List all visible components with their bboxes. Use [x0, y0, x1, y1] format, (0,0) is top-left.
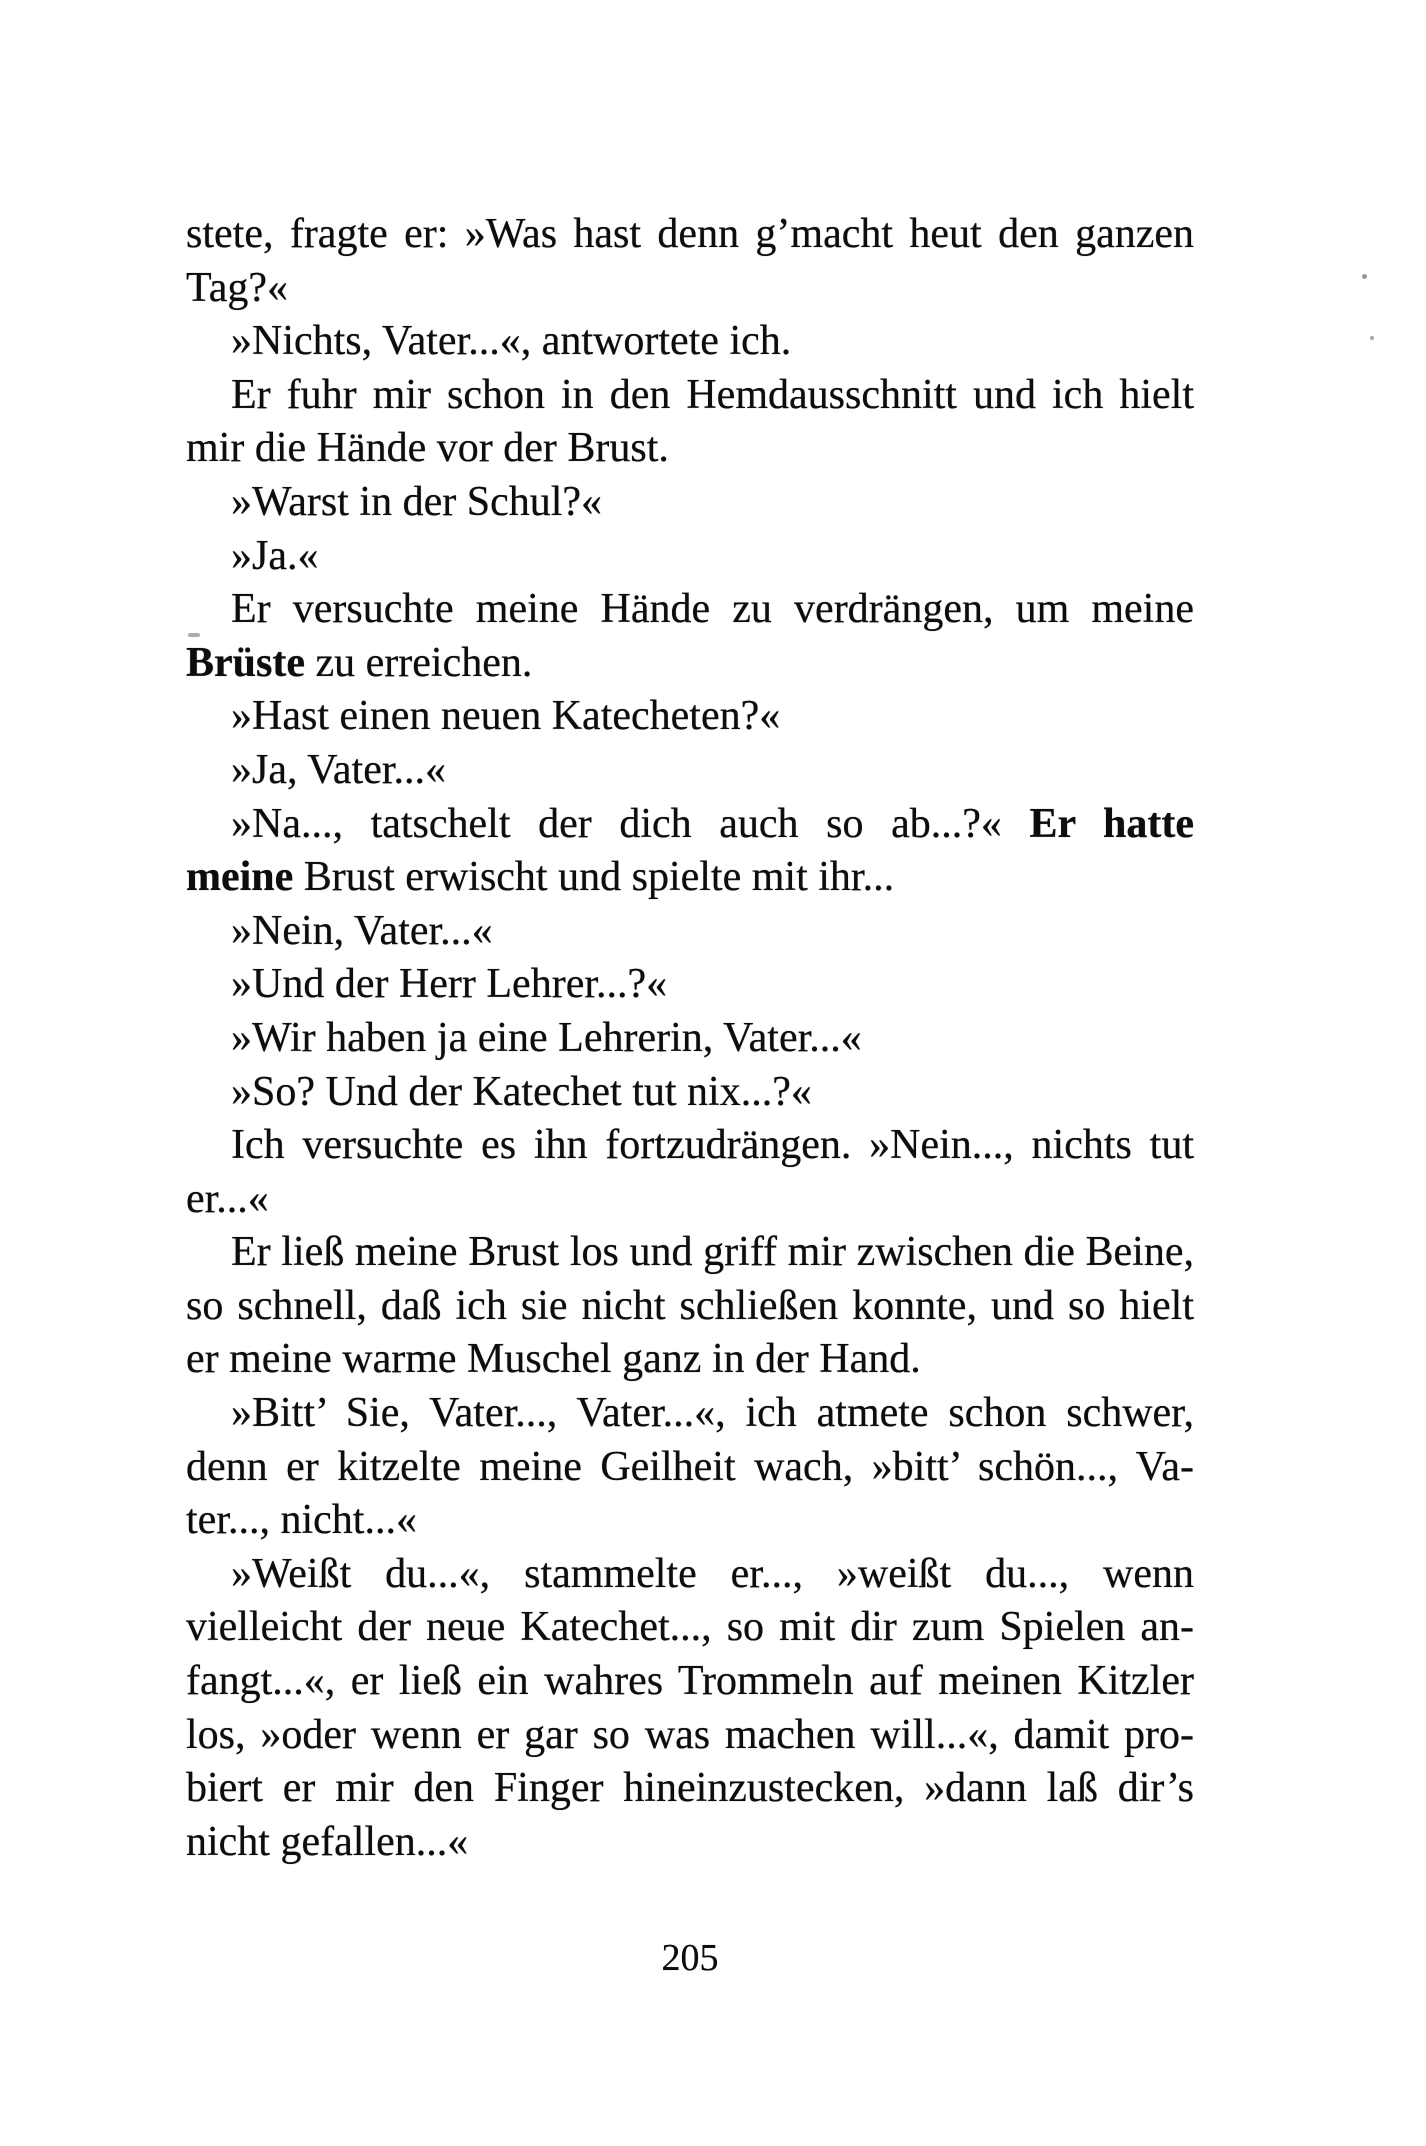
- text-line: [186, 905, 1194, 959]
- text-segment: »Und der Herr Lehrer...?«: [231, 961, 668, 1008]
- text-segment: Tag?«: [186, 264, 289, 311]
- text-segment: »Ja, Vater...«: [231, 746, 447, 793]
- text-segment: fangt...«, er ließ ein wahres Trommeln auf meinen Kitzler: [186, 1658, 1194, 1705]
- text-line: [186, 1280, 1194, 1334]
- text-segment: ter..., nicht...«: [186, 1497, 417, 1544]
- text-segment: so schnell, daß ich sie nicht schließen konnte, und so hielt: [186, 1282, 1194, 1329]
- text-segment: Brust erwischt und spielte mit ihr...: [293, 854, 895, 901]
- text-line: [186, 744, 1194, 798]
- text-segment-bold: Er hatte: [1029, 800, 1194, 847]
- text-segment: vielleicht der neue Katechet..., so mit dir zum Spielen an-: [186, 1604, 1194, 1651]
- text-line: [186, 1066, 1194, 1120]
- text-line: [186, 1119, 1194, 1173]
- text-segment: er meine warme Muschel ganz in der Hand.: [186, 1336, 921, 1383]
- text-segment: Er fuhr mir schon in den Hemdausschnitt und ich hielt: [231, 371, 1194, 418]
- text-segment: »Ja.«: [231, 532, 319, 579]
- text-segment: »Wir haben ja eine Lehrerin, Vater...«: [231, 1014, 862, 1061]
- text-segment: stete, fragte er: »Was hast denn g’macht heut den ganzen: [186, 211, 1194, 257]
- text-line: [186, 583, 1194, 637]
- text-segment: »Warst in der Schul?«: [231, 478, 603, 525]
- text-segment: biert er mir den Finger hineinzustecken, »dann laß dir’s: [186, 1765, 1194, 1812]
- text-line: [186, 1816, 1194, 1870]
- text-line: [186, 798, 1194, 852]
- text-segment-bold: Brüste: [186, 639, 305, 686]
- text-line: [186, 1012, 1194, 1066]
- scan-speck: [1362, 274, 1367, 279]
- text-line: [186, 1709, 1194, 1763]
- text-segment: Er ließ meine Brust los und griff mir zwischen die Beine,: [231, 1229, 1194, 1276]
- text-segment: Er versuchte meine Hände zu verdrängen, um meine: [231, 586, 1194, 633]
- text-segment-bold: meine: [186, 854, 294, 901]
- text-segment: er...«: [186, 1175, 269, 1222]
- text-segment: los, »oder wenn er gar so was machen will...«, damit pro-: [186, 1711, 1194, 1758]
- text-line: [186, 369, 1194, 423]
- text-line: [186, 1655, 1194, 1709]
- text-segment: »Weißt du...«, stammelte er..., »weißt du..., wenn: [231, 1550, 1194, 1597]
- text-line: [186, 851, 1194, 905]
- text-line: [186, 1548, 1194, 1602]
- text-segment: »Nichts, Vater...«, antwortete ich.: [231, 318, 792, 365]
- text-line: [186, 208, 1194, 262]
- text-line: [186, 530, 1194, 584]
- text-line: [186, 422, 1194, 476]
- body-text: [186, 208, 1194, 1869]
- text-segment: mir die Hände vor der Brust.: [186, 425, 669, 472]
- scan-speck: [1370, 336, 1374, 340]
- text-line: [186, 262, 1194, 316]
- text-segment: zu erreichen.: [305, 639, 533, 686]
- text-segment: »Hast einen neuen Katecheten?«: [231, 693, 781, 740]
- text-line: [186, 1333, 1194, 1387]
- text-segment: »So? Und der Katechet tut nix...?«: [231, 1068, 812, 1115]
- text-line: [186, 1601, 1194, 1655]
- text-line: [186, 1494, 1194, 1548]
- text-line: [186, 1441, 1194, 1495]
- text-segment: nicht gefallen...«: [186, 1818, 469, 1865]
- text-segment: denn er kitzelte meine Geilheit wach, »bitt’ schön..., Va-: [186, 1443, 1194, 1490]
- text-line: [186, 1387, 1194, 1441]
- text-line: [186, 1226, 1194, 1280]
- text-line: [186, 476, 1194, 530]
- text-segment: Ich versuchte es ihn fortzudrängen. »Nein..., nichts tut: [231, 1122, 1194, 1169]
- page-number: 205: [661, 1937, 719, 1979]
- text-segment: »Bitt’ Sie, Vater..., Vater...«, ich atmete schon schwer,: [231, 1390, 1194, 1437]
- text-line: [186, 1762, 1194, 1816]
- text-segment: »Nein, Vater...«: [231, 907, 493, 954]
- text-line: [186, 637, 1194, 691]
- text-line: [186, 690, 1194, 744]
- text-line: [186, 315, 1194, 369]
- text-line: [186, 1173, 1194, 1227]
- scan-speck: [188, 633, 200, 637]
- text-segment: »Na..., tatschelt der dich auch so ab...?«: [231, 800, 1030, 847]
- text-line: [186, 958, 1194, 1012]
